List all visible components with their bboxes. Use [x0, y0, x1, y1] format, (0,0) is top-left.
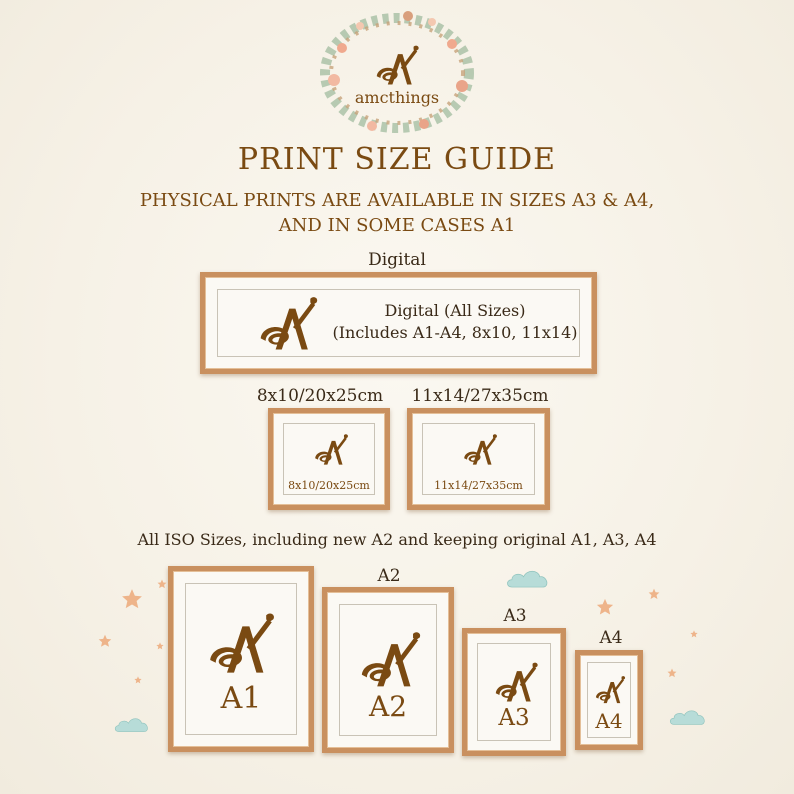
brush-a-logo-icon — [493, 661, 539, 707]
star-icon — [667, 668, 677, 678]
frame-8x10-text: 8x10/20x25cm — [288, 479, 370, 492]
star-icon — [690, 630, 698, 638]
star-icon — [648, 588, 660, 600]
page-title: PRINT SIZE GUIDE — [237, 142, 557, 177]
digital-frame — [200, 272, 597, 374]
star-icon — [134, 676, 142, 684]
frame-a2 — [322, 587, 454, 753]
size-11x14-label: 11x14/27x35cm — [411, 386, 549, 406]
star-icon — [157, 579, 167, 589]
frame-a4-text: A4 — [595, 709, 623, 733]
a4-label: A4 — [599, 628, 623, 648]
frame-a1-text: A1 — [220, 681, 262, 716]
frame-11x14-text: 11x14/27x35cm — [434, 479, 523, 492]
star-icon — [596, 598, 614, 616]
brush-a-logo-icon — [462, 433, 498, 469]
cloud-icon — [669, 708, 707, 727]
digital-frame-line-1: Digital (All Sizes) — [384, 301, 526, 320]
frame-a3-text: A3 — [498, 705, 530, 731]
frame-11x14 — [407, 408, 550, 510]
frame-8x10 — [268, 408, 390, 510]
a3-label: A3 — [503, 606, 527, 626]
frame-a2-text: A2 — [368, 690, 408, 723]
frame-a3 — [462, 628, 566, 756]
a2-label: A2 — [377, 566, 401, 586]
size-8x10-label: 8x10/20x25cm — [256, 386, 384, 406]
star-icon — [121, 588, 143, 610]
brand-logo — [312, 8, 482, 138]
brush-a-logo-icon — [206, 611, 276, 681]
brush-a-logo-icon — [257, 295, 319, 357]
brush-a-logo-icon — [374, 44, 420, 90]
iso-section-label: All ISO Sizes, including new A2 and keeping original A1, A3, A4 — [137, 530, 657, 549]
brand-name: amcthings — [354, 88, 440, 107]
cloud-icon — [506, 568, 550, 590]
brush-a-logo-icon — [358, 630, 422, 694]
subtitle-line-2: AND IN SOME CASES A1 — [278, 215, 516, 236]
star-icon — [98, 634, 112, 648]
digital-section-label: Digital — [368, 250, 426, 270]
cloud-icon — [114, 716, 150, 734]
brush-a-logo-icon — [594, 675, 626, 707]
frame-a4 — [575, 650, 643, 750]
star-icon — [156, 642, 164, 650]
digital-frame-line-2: (Includes A1-A4, 8x10, 11x14) — [332, 323, 578, 342]
frame-a1 — [168, 566, 314, 752]
subtitle-line-1: PHYSICAL PRINTS ARE AVAILABLE IN SIZES A3 & A4, — [139, 190, 655, 211]
brush-a-logo-icon — [313, 433, 349, 469]
